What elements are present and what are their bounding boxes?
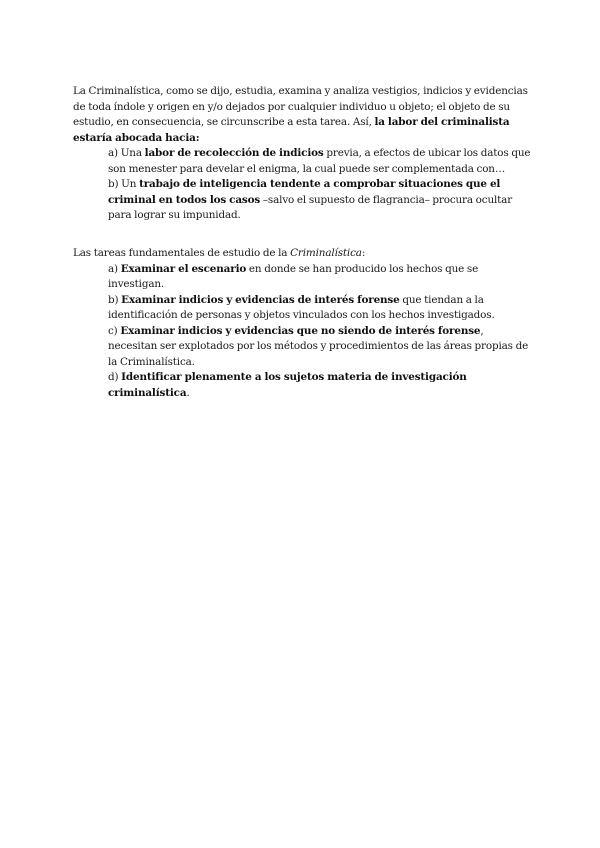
item-b-rest: –salvo el supuesto de flagrancia– procura ocultar para lograr su impunidad. (108, 193, 513, 221)
item-b-prefix: b) Un (108, 178, 137, 190)
criminalistics-section (73, 84, 533, 224)
intro-text: La Criminalística, como se dijo, estudia, examina y analiza vestigios, indicios y evidencias de toda índole y origen en y/o dejados por cualquier individuo u objeto; el objeto de su estudio, en consecuencia, se circunscribe a esta tarea. Así, (73, 85, 528, 128)
task-c-prefix: c) (108, 324, 118, 337)
task-a-paragraph (73, 262, 533, 293)
task-d-paragraph (73, 370, 533, 401)
task-d-bold: Identificar plenamente a los sujetos materia de investigación criminalística (108, 371, 467, 399)
tasks-intro-italic: Criminalística (290, 247, 362, 259)
task-a-rest: en donde se han producido los hechos que se investigan. (108, 262, 479, 290)
tasks-intro-end: : (361, 247, 366, 259)
task-a-bold: Examinar el escenario (120, 262, 247, 275)
item-b-paragraph (73, 177, 533, 224)
task-b-bold: Examinar indicios y evidencias de interés forense (121, 293, 400, 306)
item-a-prefix: a) Una (108, 147, 142, 159)
task-d-rest: . (186, 386, 190, 399)
task-c-bold: Examinar indicios y evidencias que no siendo de interés forense (120, 324, 481, 337)
intro-paragraph (73, 84, 533, 146)
tasks-intro-text: Las tareas fundamentales de estudio de la (73, 247, 288, 259)
task-d-prefix: d) (108, 371, 119, 383)
task-b-rest: que tiendan a la identificación de personas y objetos vinculados con los hechos investigados. (108, 293, 495, 321)
item-a-rest: previa, a efectos de ubicar los datos que son menester para develar el enigma, la cual puede ser complementada con… (108, 147, 531, 175)
task-b-prefix: b) (108, 293, 119, 306)
tasks-section (73, 246, 533, 401)
task-a-prefix: a) (108, 262, 118, 275)
item-b-bold: trabajo de inteligencia tendente a comprobar situaciones que el criminal en todos los casos (108, 178, 501, 206)
intro-bold: la labor del criminalista estaría abocada hacia: (73, 116, 510, 144)
item-a-paragraph (73, 146, 533, 177)
task-c-paragraph (73, 324, 533, 371)
item-a-bold: labor de recolección de indicios (144, 147, 324, 159)
task-b-paragraph (73, 293, 533, 324)
task-c-rest: , necesitan ser explotados por los métodos y procedimientos de las áreas propias de la Criminalística. (108, 324, 529, 368)
tasks-intro-paragraph (73, 246, 533, 262)
